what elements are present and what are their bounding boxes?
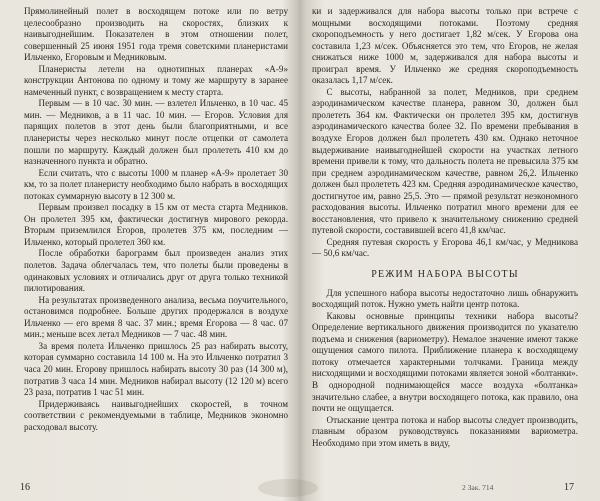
section-heading: РЕЖИМ НАБОРА ВЫСОТЫ — [371, 269, 519, 281]
paragraph: Прямолинейный полет в восходящем потоке или по ветру целесообразно производить на скоростях, близких к наивыгоднейшим. Показателен в этом отношении полет, совершенный 25 июня 1951 года тремя советскими планеристами Ильченко, Егоровым и Медниковым. — [24, 6, 288, 63]
paragraph: С высоты, набранной за полет, Медников, при среднем аэродинамическом качестве планера, равном 30, должен был пролететь 364 км. Фактически он пролетел 395 км, достигнув аэродинамического качества более 32. По времени пребывания в воздухе Егоров должен был пролететь 430 км. Однако неточное выдерживание наивыгоднейшей скорости на участках летного времени привели к тому, что дальность полета не превысила 375 км при среднем аэродинамическом качестве, равном 26,2. Ильченко должен был пролететь 423 км. Средняя аэродинамическое качество, достигнутое им, равно 25,5. Это — прямой результат неэкономного расходования высоты. Ильченко потратил много времени для ее восстановления, что привело к значительному снижению средней путевой скорости, составившей всего 41,8 км/час. — [312, 86, 578, 236]
printer-signature: 2 Зак. 714 — [462, 483, 494, 492]
page-number-left: 16 — [20, 482, 30, 493]
paragraph: Первым произвел посадку в 15 км от места старта Медников. Он пролетел 395 км, фактически достигнув мирового рекорда. Вторым приземлился Егоров, пролетев 375 км, последним — Ильченко, который пролетел 360 км. — [24, 202, 288, 247]
right-page — [302, 0, 600, 501]
paragraph: Придерживаясь наивыгоднейших скоростей, в точном соответствии с рекомендуемыми в таблице, Медников экономно расходовал высоту. — [24, 398, 288, 432]
paragraph: Планеристы летели на однотипных планерах «А-9» конструкции Антонова по одному и тому же маршруту в заранее намеченный пункт, с возвращением к месту старта. — [24, 63, 288, 97]
left-page-body — [24, 6, 288, 433]
left-page — [0, 0, 298, 501]
paragraph: Средняя путевая скорость у Егорова 46,1 км/час, у Медникова — 50,6 км/час. — [312, 236, 578, 259]
ink-smudge — [258, 479, 318, 497]
paragraph: Отыскание центра потока и набор высоты следует производить, главным образом руководствуясь показаниями вариометра. Необходимо при этом иметь в виду, — [312, 414, 578, 448]
right-page-body — [312, 6, 578, 449]
paragraph: Каковы основные принципы техники набора высоты? Определение вертикального движения производится по указателю подъема и снижения (вариометру). Немалое значение имеют также ощущения самого пилота. Приближение планера к восходящему потоку отмечается характерными толчками. Граница между нисходящими и восходящими потоками является зоной «болтанки». В однородной поднимающейся массе воздуха «болтанка» значительно слабее, а внутри восходящего потока, как правило, она почти не ощущается. — [312, 310, 578, 414]
paragraph: ки и задерживался для набора высоты только при встрече с мощными восходящими потоками. Поэтому средняя скороподъемность у него достигает 1,82 м/сек. У Егорова она составила 1,23 м/сек. Объясняется это тем, что Егоров, не желая снижаться ниже 1000 м, задерживался для набора высоты и проиграл время. У Ильченко же средняя скороподъемность оказалась 1,17 м/сек. — [312, 6, 578, 86]
page-number-right: 17 — [564, 482, 574, 493]
paragraph: Первым — в 10 час. 30 мин. — взлетел Ильченко, в 10 час. 45 мин. — Медников, а в 11 час. 10 мин. — Егоров. Условия для парящих полетов в этот день были благоприятными, и все планеристы через несколько минут после отцепки от самолета пошли по маршруту. Каждый должен был пролететь 410 км до назначенного пункта и обратно. — [24, 98, 288, 167]
paragraph: На результатах произведенного анализа, весьма поучительного, остановимся подробнее. Больше других продержался в воздухе Ильченко — его время 8 час. 37 мин.; время Егорова — 8 час. 07 мин.; меньше всех летал Медников — 7 час. 48 мин. — [24, 294, 288, 340]
paragraph: После обработки барограмм был произведен анализ этих полетов. Задача облегчалась тем, что полеты были проведены в одинаковых условиях и отличались друг от друга только техникой пилотирования. — [24, 248, 288, 294]
paragraph: Для успешного набора высоты недостаточно лишь обнаружить восходящий поток. Нужно уметь найти центр потока. — [312, 287, 578, 310]
paragraph: Если считать, что с высоты 1000 м планер «А-9» пролетает 30 км, то за полет планеристу необходимо было набрать в восходящих потоках суммарную высоту в 12 300 м. — [24, 167, 288, 201]
paragraph: За время полета Ильченко пришлось 25 раз набирать высоту, которая суммарно составила 14 100 м. На это Ильченко потратил 3 часа 20 мин. Егорову пришлось набирать высоту 30 раз (14 300 м), потратив 3 часа 14 мин. Медников набирал высоту (12 120 м) всего 23 раза, потратив 1 час 51 мин. — [24, 340, 288, 398]
